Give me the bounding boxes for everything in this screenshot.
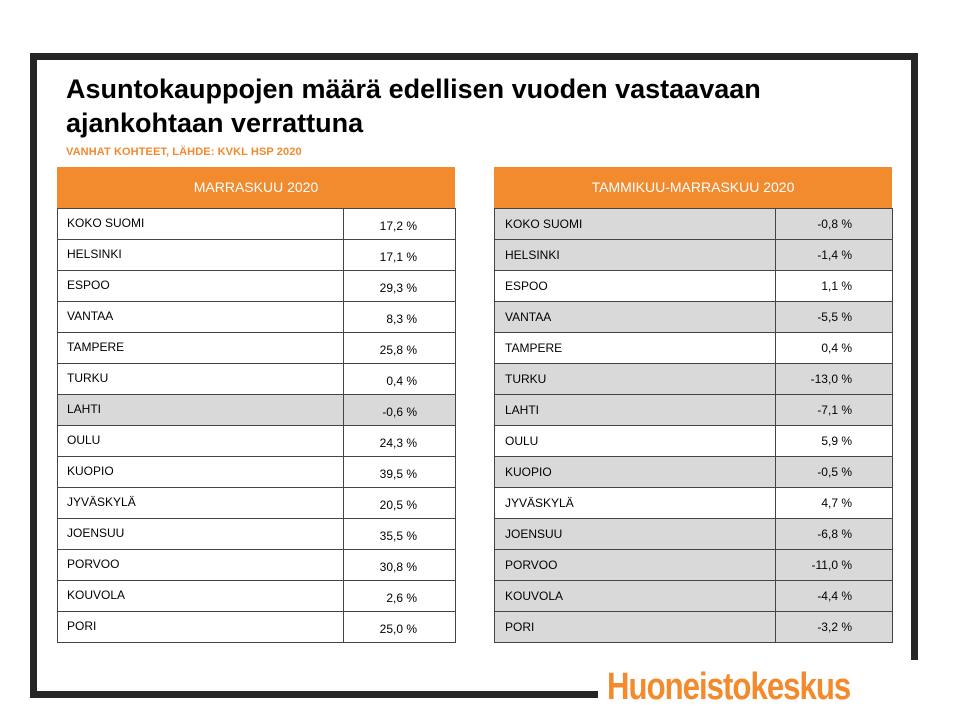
city-cell: TAMPERE xyxy=(58,333,344,363)
city-cell: PORI xyxy=(58,612,344,642)
value-cell: 0,4 % xyxy=(386,374,417,388)
city-cell: ESPOO xyxy=(495,271,776,301)
table-row xyxy=(495,395,892,426)
frame-bottom-border xyxy=(30,691,598,698)
table-row xyxy=(58,302,455,333)
table-row xyxy=(495,333,892,364)
value-cell: 4,7 % xyxy=(821,496,852,510)
city-cell: OULU xyxy=(58,426,344,456)
value-cell: 17,1 % xyxy=(379,250,417,264)
value-cell: -7,1 % xyxy=(817,403,852,417)
value-cell: -3,2 % xyxy=(817,620,852,634)
value-cell: 24,3 % xyxy=(379,436,417,450)
value-cell: 39,5 % xyxy=(379,467,417,481)
table-marraskuu xyxy=(57,167,455,643)
city-cell: KOKO SUOMI xyxy=(58,209,344,239)
value-cell: 2,6 % xyxy=(386,591,417,605)
city-cell: JOENSUU xyxy=(58,519,344,549)
value-cell: 20,5 % xyxy=(379,498,417,512)
city-cell: PORVOO xyxy=(495,550,776,580)
value-cell: 35,5 % xyxy=(379,529,417,543)
city-cell: ESPOO xyxy=(58,271,344,301)
table-row xyxy=(58,550,455,581)
value-cell: 8,3 % xyxy=(386,312,417,326)
table-row xyxy=(58,581,455,612)
value-cell: -6,8 % xyxy=(817,527,852,541)
table-tammikuu-marraskuu xyxy=(494,167,892,643)
city-cell: KOUVOLA xyxy=(58,581,344,611)
city-cell: TURKU xyxy=(58,364,344,394)
table-row xyxy=(495,550,892,581)
city-cell: JYVÄSKYLÄ xyxy=(58,488,344,518)
table-body xyxy=(57,208,456,643)
value-cell: -5,5 % xyxy=(817,310,852,324)
city-cell: OULU xyxy=(495,426,776,456)
city-cell: HELSINKI xyxy=(495,240,776,270)
table-row xyxy=(495,519,892,550)
city-cell: VANTAA xyxy=(495,302,776,332)
value-cell: -0,8 % xyxy=(817,217,852,231)
city-cell: PORI xyxy=(495,612,776,642)
table-row xyxy=(495,302,892,333)
frame-top-border xyxy=(30,53,918,60)
city-cell: KUOPIO xyxy=(495,457,776,487)
value-cell: -11,0 % xyxy=(811,558,852,572)
value-cell: 30,8 % xyxy=(379,560,417,574)
city-cell: TAMPERE xyxy=(495,333,776,363)
table-row xyxy=(495,581,892,612)
table-row xyxy=(58,519,455,550)
city-cell: JYVÄSKYLÄ xyxy=(495,488,776,518)
value-cell: -1,4 % xyxy=(817,248,852,262)
table-row xyxy=(58,364,455,395)
table-row xyxy=(58,240,455,271)
value-cell: 25,0 % xyxy=(379,622,417,636)
value-cell: 29,3 % xyxy=(379,281,417,295)
value-cell: -4,4 % xyxy=(817,589,852,603)
table-body xyxy=(494,208,893,643)
city-cell: LAHTI xyxy=(58,395,344,425)
table-row xyxy=(495,426,892,457)
value-cell: 5,9 % xyxy=(821,434,852,448)
city-cell: JOENSUU xyxy=(495,519,776,549)
table-row xyxy=(495,488,892,519)
city-cell: KOKO SUOMI xyxy=(495,209,776,239)
city-cell: LAHTI xyxy=(495,395,776,425)
value-cell: 0,4 % xyxy=(821,341,852,355)
city-cell: TURKU xyxy=(495,364,776,394)
value-cell: -13,0 % xyxy=(810,372,852,386)
table-row xyxy=(495,240,892,271)
value-cell: 25,8 % xyxy=(379,343,417,357)
table-row xyxy=(58,612,455,643)
city-cell: VANTAA xyxy=(58,302,344,332)
table-header: TAMMIKUU-MARRASKUU 2020 xyxy=(494,167,892,208)
page-title: Asuntokauppojen määrä edellisen vuoden vastaavaan ajankohtaan verrattuna xyxy=(66,74,761,138)
table-row xyxy=(495,208,892,240)
table-row xyxy=(58,333,455,364)
city-cell: HELSINKI xyxy=(58,240,344,270)
table-header: MARRASKUU 2020 xyxy=(57,167,455,208)
frame-left-border xyxy=(30,53,37,698)
table-row xyxy=(495,364,892,395)
table-row xyxy=(58,488,455,519)
table-row xyxy=(495,612,892,643)
table-row xyxy=(58,426,455,457)
table-row xyxy=(58,208,455,240)
table-row xyxy=(495,271,892,302)
table-row xyxy=(58,395,455,426)
city-cell: KUOPIO xyxy=(58,457,344,487)
table-row xyxy=(58,271,455,302)
value-cell: -0,6 % xyxy=(382,405,417,419)
city-cell: KOUVOLA xyxy=(495,581,776,611)
frame-right-border xyxy=(911,53,918,660)
value-cell: 1,1 % xyxy=(821,279,852,293)
table-row xyxy=(495,457,892,488)
value-cell: -0,5 % xyxy=(817,465,852,479)
table-row xyxy=(58,457,455,488)
brand-logo: Huoneistokeskus xyxy=(607,666,851,708)
page-subtitle: VANHAT KOHTEET, LÄHDE: KVKL HSP 2020 xyxy=(66,146,302,158)
value-cell: 17,2 % xyxy=(379,219,417,233)
city-cell: PORVOO xyxy=(58,550,344,580)
